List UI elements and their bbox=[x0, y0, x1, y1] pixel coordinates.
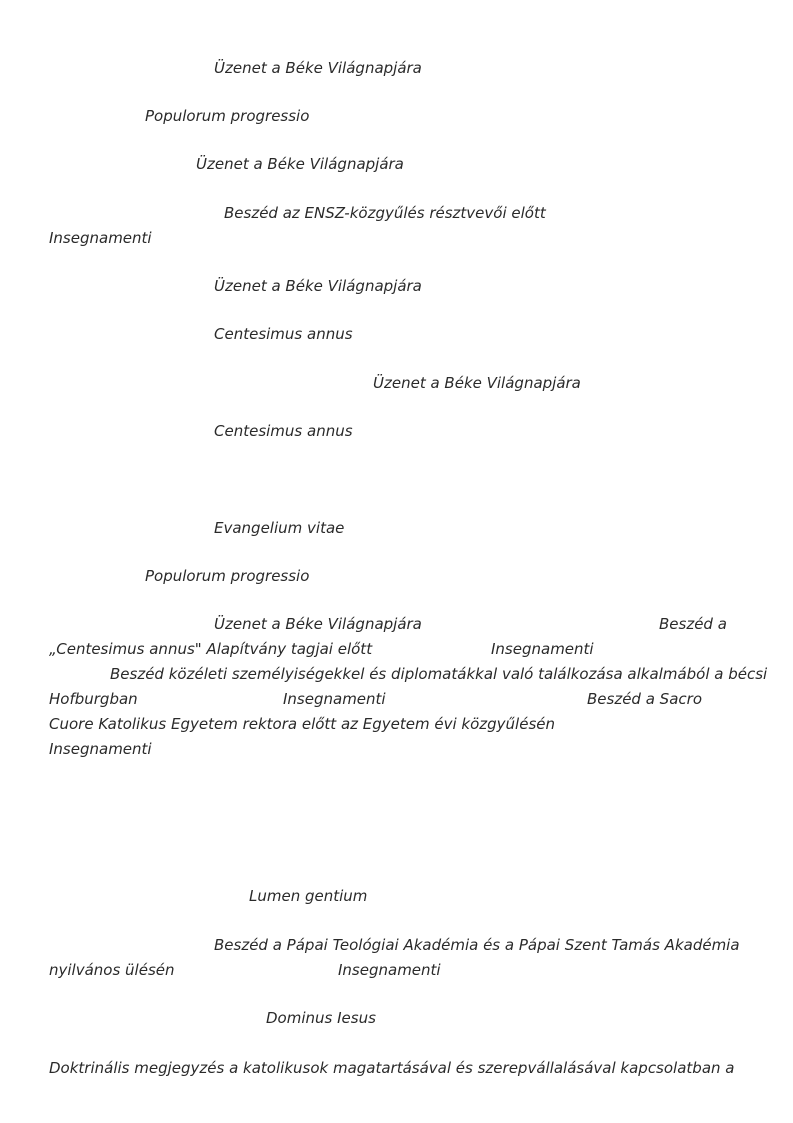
text-line: Evangelium vitae bbox=[214, 519, 345, 537]
text-line: nyilvános ülésén bbox=[49, 961, 175, 979]
text-line: Beszéd az ENSZ-közgyűlés résztvevői előtt bbox=[224, 204, 546, 222]
text-line: Üzenet a Béke Világnapjára bbox=[196, 155, 404, 173]
text-line: Centesimus annus bbox=[214, 325, 353, 343]
text-line: Insegnamenti bbox=[338, 961, 441, 979]
text-line: Insegnamenti bbox=[283, 690, 386, 708]
text-line: Doktrinális megjegyzés a katolikusok magatartásával és szerepvállalásával kapcsolatban a bbox=[49, 1059, 735, 1077]
text-line: Üzenet a Béke Világnapjára bbox=[214, 59, 422, 77]
text-line: Beszéd közéleti személyiségekkel és diplomatákkal való találkozása alkalmából a bécsi bbox=[110, 665, 768, 683]
text-line: Hofburgban bbox=[49, 690, 138, 708]
text-line: Insegnamenti bbox=[491, 640, 594, 658]
text-line: Insegnamenti bbox=[49, 229, 152, 247]
text-line: Populorum progressio bbox=[145, 567, 310, 585]
text-line: Insegnamenti bbox=[49, 740, 152, 758]
text-line: Üzenet a Béke Világnapjára bbox=[214, 277, 422, 295]
text-line: Dominus Iesus bbox=[266, 1009, 376, 1027]
text-line: „Centesimus annus" Alapítvány tagjai előtt bbox=[49, 640, 373, 658]
text-line: Üzenet a Béke Világnapjára bbox=[214, 615, 422, 633]
text-line: Lumen gentium bbox=[249, 887, 368, 905]
text-line: Beszéd a Sacro bbox=[587, 690, 702, 708]
text-line: Cuore Katolikus Egyetem rektora előtt az Egyetem évi közgyűlésén bbox=[49, 715, 556, 733]
text-line: Üzenet a Béke Világnapjára bbox=[373, 374, 581, 392]
text-line: Beszéd a Pápai Teológiai Akadémia és a Pápai Szent Tamás Akadémia bbox=[214, 936, 740, 954]
text-line: Populorum progressio bbox=[145, 107, 310, 125]
text-line: Beszéd a bbox=[659, 615, 727, 633]
text-line: Centesimus annus bbox=[214, 422, 353, 440]
